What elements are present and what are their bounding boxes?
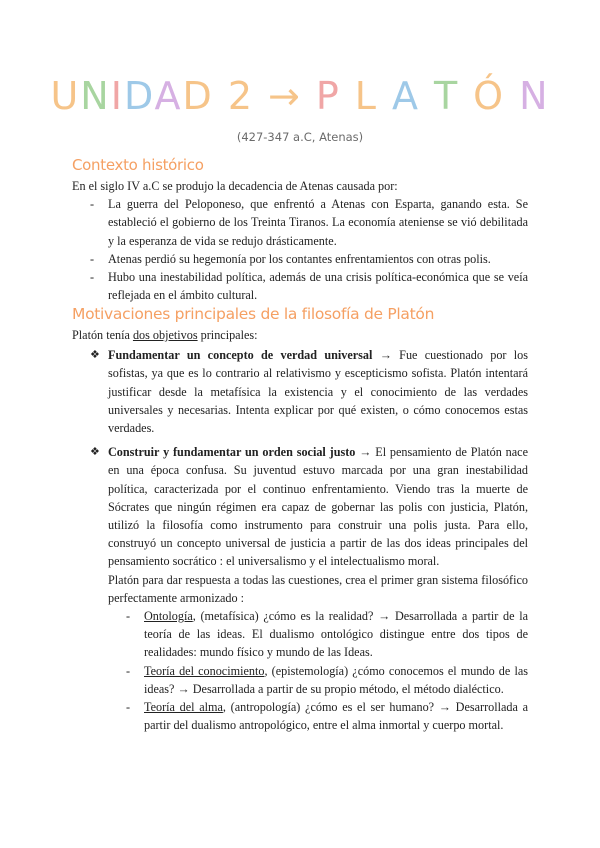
diamond-bullet-icon: ❖ [90, 349, 100, 362]
page-subtitle: (427-347 a.C, Atenas) [236, 130, 364, 144]
section-heading-context: Contexto histórico [72, 156, 204, 174]
intro-underlined: dos objetivos [132, 328, 198, 342]
list-item [126, 662, 528, 698]
goal-item-1 [90, 346, 528, 437]
title-letter: A [154, 74, 183, 118]
subtopic-title: Teoría del alma [144, 700, 223, 715]
goal-2-title: Construir y fundamentar un orden social justo [108, 445, 356, 460]
subtopics-list [126, 607, 528, 734]
title-letter: L [354, 74, 378, 118]
title-letter: D [182, 74, 214, 118]
subtopic-title: Teoría del conocimiento [144, 663, 265, 678]
title-letter: N [519, 74, 550, 118]
context-list [90, 195, 528, 304]
intro-text-end: principales: [197, 328, 258, 342]
title-letter: T [433, 74, 460, 118]
goal-item-2 [90, 443, 528, 734]
goal-2-paragraph: Platón para dar respuesta a todas las cuestiones, crea el primer gran sistema filosófico perfectamente armonizado : [108, 572, 528, 605]
goal-1-title: Fundamentar un concepto de verdad universal [108, 348, 373, 363]
title-letter: N [80, 74, 111, 118]
context-intro: En el siglo IV a.C se produjo la decadencia de Atenas causada por: [72, 179, 398, 193]
title-letter: P [315, 74, 341, 118]
title-letter: I [110, 74, 124, 118]
section-motivations [72, 326, 528, 734]
diamond-bullet-icon: ❖ [90, 446, 100, 459]
title-letter: Ó [473, 74, 506, 118]
title-letter: A [391, 74, 420, 118]
goal-1-text: → Fue cuestionado por los sofistas, ya que es lo contrario al relativismo y escepticismo sofista. Platón intentará justificar desde la metafísica la existencia y el conocimiento de las verdades universales y necesarias. Intenta explicar por qué existen, o cómo conocemos estas verdades. [108, 348, 528, 436]
subtopic-text: , (epistemología) ¿cómo conocemos el mundo de las ideas? → Desarrollada a partir de su propio método, el método dialéctico. [144, 663, 528, 696]
section-heading-motivations: Motivaciones principales de la filosofía de Platón [72, 305, 435, 323]
list-item: - Atenas perdió su hegemonía por los contantes enfrentamientos con otras polis. [90, 250, 528, 268]
subtopic-text: , (metafísica) ¿cómo es la realidad? → Desarrollada a partir de la teoría de las ideas. El dualismo ontológico distingue entre dos tipos de realidades: mundo físico y mundo de las Ideas. [144, 609, 528, 660]
subtopic-title: Ontología [144, 609, 193, 624]
intro-text: Platón tenía [72, 328, 133, 342]
title-letter: D [123, 74, 155, 118]
title-letter: U [50, 74, 81, 118]
list-item: - La guerra del Peloponeso, que enfrentó a Atenas con Esparta, ganando esta. Se estableció el gobierno de los Treinta Tiranos. La economía ateniense se vió debilitada y la esperanza de vida se redujo drásticamente. [90, 195, 528, 250]
subtopic-text: , (antropología) ¿cómo es el ser humano? → Desarrollada a partir del dualismo antropológico, entre el alma inmortal y cuerpo mortal. [144, 700, 529, 733]
title-letter: → [268, 74, 302, 118]
list-item [126, 607, 528, 662]
list-item: - Hubo una inestabilidad política, además de una crisis política-económica que se veía reflejada en el ámbito cultural. [90, 268, 528, 304]
motivations-intro [72, 326, 528, 344]
page-title [0, 72, 600, 120]
list-item [126, 698, 528, 734]
title-letters [50, 74, 549, 118]
section-context [72, 177, 528, 304]
title-letter: 2 [227, 74, 254, 118]
goal-2-text: → El pensamiento de Platón nace en una época confusa. Su juventud estuvo marcada por una gran inestabilidad política, caracterizada por el continuo enfrentamiento. Viendo tras la muerte de Sócrates que ningún régimen era capaz de gobernar las polis con justicia, Platón, utilizó la filosofía como instrumento para construir una polis justa. Para ello, construyó un concepto universal de justicia a partir de las dos ideas principales del pensamiento socrático : el universalismo y el intelectualismo moral. [108, 445, 528, 569]
